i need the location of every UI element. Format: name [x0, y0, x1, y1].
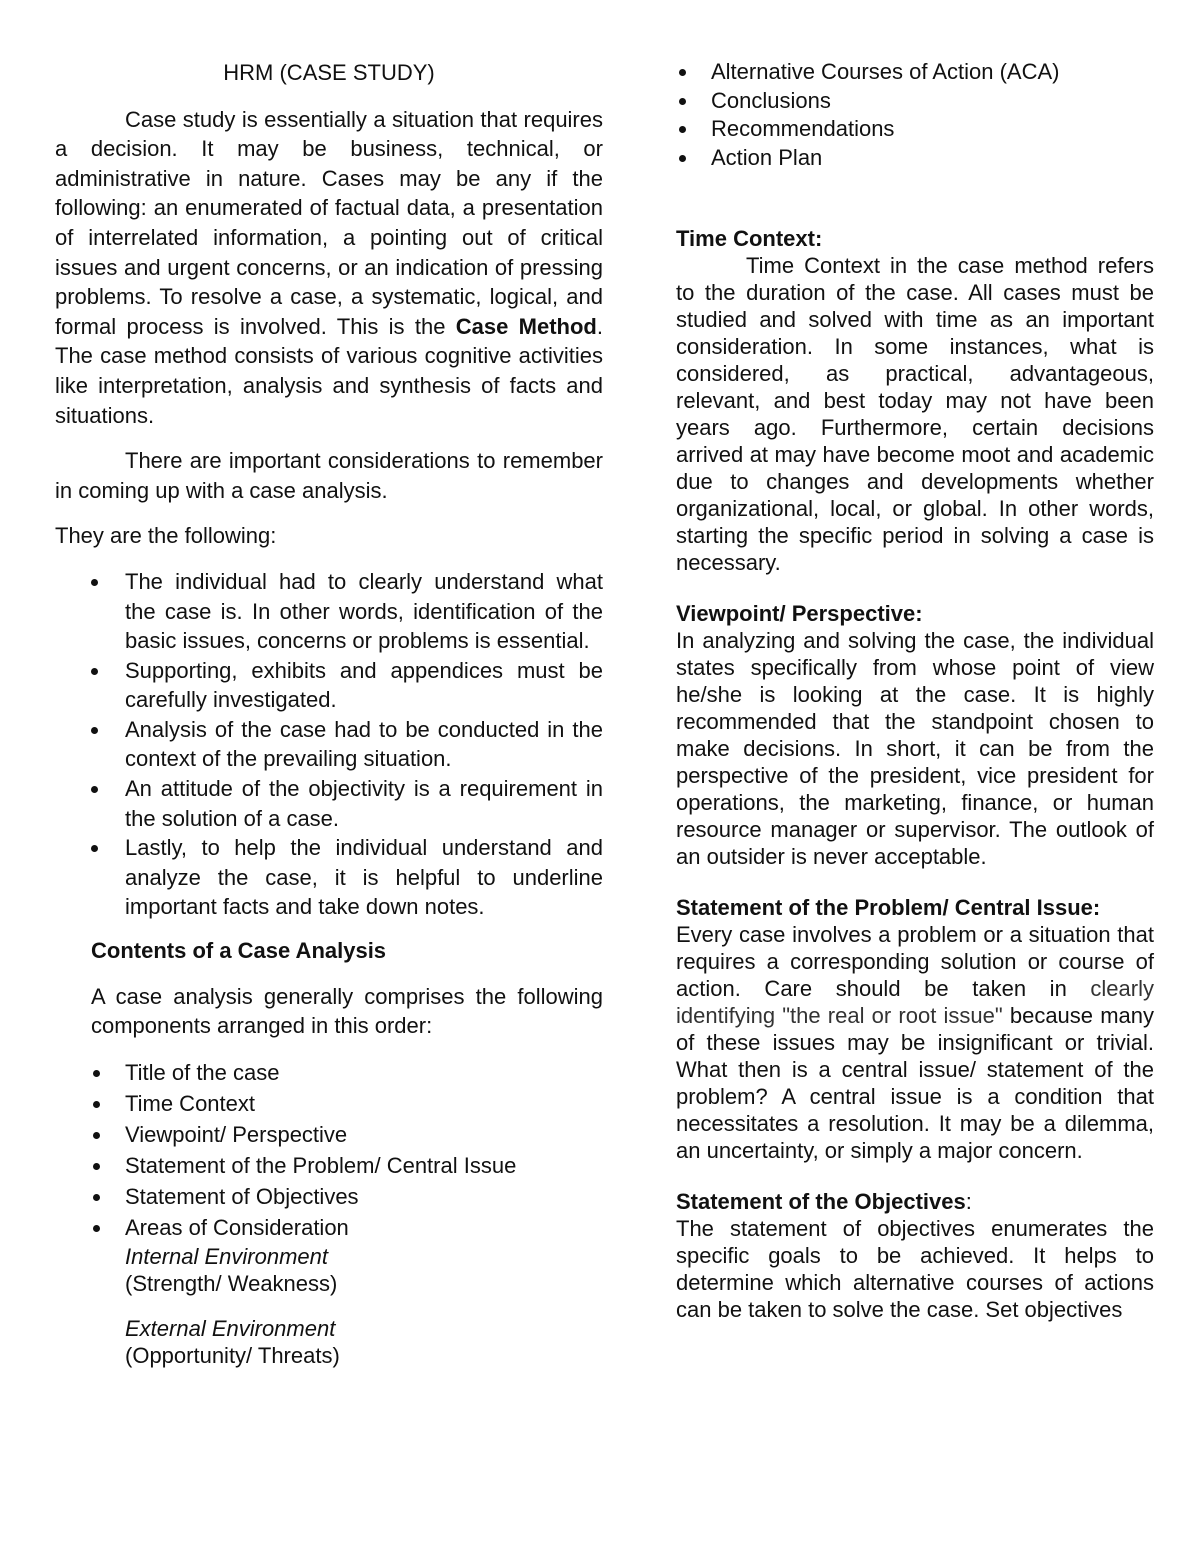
objectives-heading: Statement of the Objectives	[676, 1189, 966, 1214]
list-item: Viewpoint/ Perspective	[55, 1119, 603, 1150]
list-item: Conclusions	[676, 87, 1154, 116]
problem-heading: Statement of the Problem/ Central Issue:	[676, 895, 1101, 920]
internal-environment	[125, 1243, 603, 1270]
intro-text-b: . The case method consists of various cognitive activities like interpretation, analysis and synthesis of facts and situations.	[55, 313, 603, 428]
list-item: Action Plan	[676, 144, 1154, 173]
external-environment	[125, 1315, 603, 1342]
internal-env-detail: (Strength/ Weakness)	[125, 1270, 338, 1296]
contents-intro: A case analysis generally comprises the following components arranged in this order:	[91, 983, 603, 1039]
external-env-label: External Environment	[125, 1315, 336, 1341]
list-item: The individual had to clearly understand what the case is. In other words, identification of the basic issues, concerns or problems is essential.	[55, 567, 603, 656]
list-item-areas	[55, 1212, 603, 1369]
following-label: They are the following:	[55, 523, 277, 549]
contents-list	[55, 1057, 603, 1369]
list-item: Time Context	[55, 1088, 603, 1119]
contents-section	[91, 936, 603, 1041]
problem-text-b: because many of these issues may be insignificant or trivial. What then is a central issue/ statement of the problem? A central issue is a condition that necessitates a resolution. It may be a dilemma, an uncertainty, or simply a major concern.	[676, 1003, 1154, 1163]
list-item: Recommendations	[676, 115, 1154, 144]
viewpoint-heading: Viewpoint/ Perspective:	[676, 601, 923, 626]
objectives-heading-line	[676, 1188, 1154, 1215]
list-item: Analysis of the case had to be conducted in the context of the prevailing situation.	[55, 715, 603, 774]
list-item: Title of the case	[55, 1057, 603, 1088]
areas-label: Areas of Consideration	[125, 1214, 349, 1240]
time-context-heading: Time Context:	[676, 226, 823, 251]
considerations-intro: There are important considerations to remember in coming up with a case analysis.	[55, 448, 603, 503]
right-column	[676, 58, 1154, 1323]
objectives-section	[676, 1188, 1154, 1323]
time-context-body: Time Context in the case method refers to the duration of the case. All cases must be studied and solved with time as an important consideration. In some instances, what is considered, as practical, advantageous, relevant, and best today may not have been years ago. Furthermore, certain decisions arrived at may have become moot and academic due to changes and developments whether organizational, local, or global. In other words, starting the specific period in solving a case is necessary.	[676, 253, 1154, 575]
list-item: Supporting, exhibits and appendices must be carefully investigated.	[55, 656, 603, 715]
list-item: Lastly, to help the individual understand and analyze the case, it is helpful to underline important facts and take down notes.	[55, 833, 603, 922]
problem-text-a: Every case involves a problem or a situation that requires a corresponding solution or course of action. Care should be taken in	[676, 922, 1154, 1001]
list-item: Alternative Courses of Action (ACA)	[676, 58, 1154, 87]
list-item: An attitude of the objectivity is a requirement in the solution of a case.	[55, 774, 603, 833]
intro-paragraph	[55, 105, 603, 431]
contents-heading: Contents of a Case Analysis	[91, 938, 387, 964]
viewpoint-body: In analyzing and solving the case, the individual states specifically from whose point of view he/she is looking at the case. It is highly recommended that the standpoint chosen to make decisions. In short, it can be from the perspective of the president, vice president for operations, the marketing, finance, or human resource manager or supervisor. The outlook of an outsider is never acceptable.	[676, 628, 1154, 869]
intro-text-a: Case study is essentially a situation that requires a decision. It may be business, technical, or administrative in nature. Cases may be any if the following: an enumerated of factual data, a presentation of interrelated information, a pointing out of critical issues and urgent concerns, or an indication of pressing problems. To resolve a case, a systematic, logical, and formal process is involved. This is the	[55, 106, 603, 339]
objectives-body: The statement of objectives enumerates the specific goals to be achieved. It helps to determine which alternative courses of actions can be taken to solve the case. Set objectives	[676, 1216, 1154, 1322]
problem-quote: clearly identifying "the real or root issue"	[676, 976, 1154, 1028]
list-item: Statement of the Problem/ Central Issue	[55, 1150, 603, 1181]
external-env-detail: (Opportunity/ Threats)	[125, 1342, 340, 1368]
considerations-list	[55, 567, 603, 922]
problem-section	[676, 894, 1154, 1164]
left-column	[55, 58, 603, 1369]
list-item: Statement of Objectives	[55, 1181, 603, 1212]
contents-list-continued	[676, 58, 1154, 172]
page-title: HRM (CASE STUDY)	[223, 60, 435, 85]
problem-body	[676, 921, 1154, 1164]
viewpoint-section	[676, 600, 1154, 870]
internal-env-label: Internal Environment	[125, 1243, 328, 1269]
objectives-colon: :	[965, 1189, 972, 1214]
case-method-term: Case Method	[455, 313, 597, 339]
time-context-section	[676, 225, 1154, 576]
